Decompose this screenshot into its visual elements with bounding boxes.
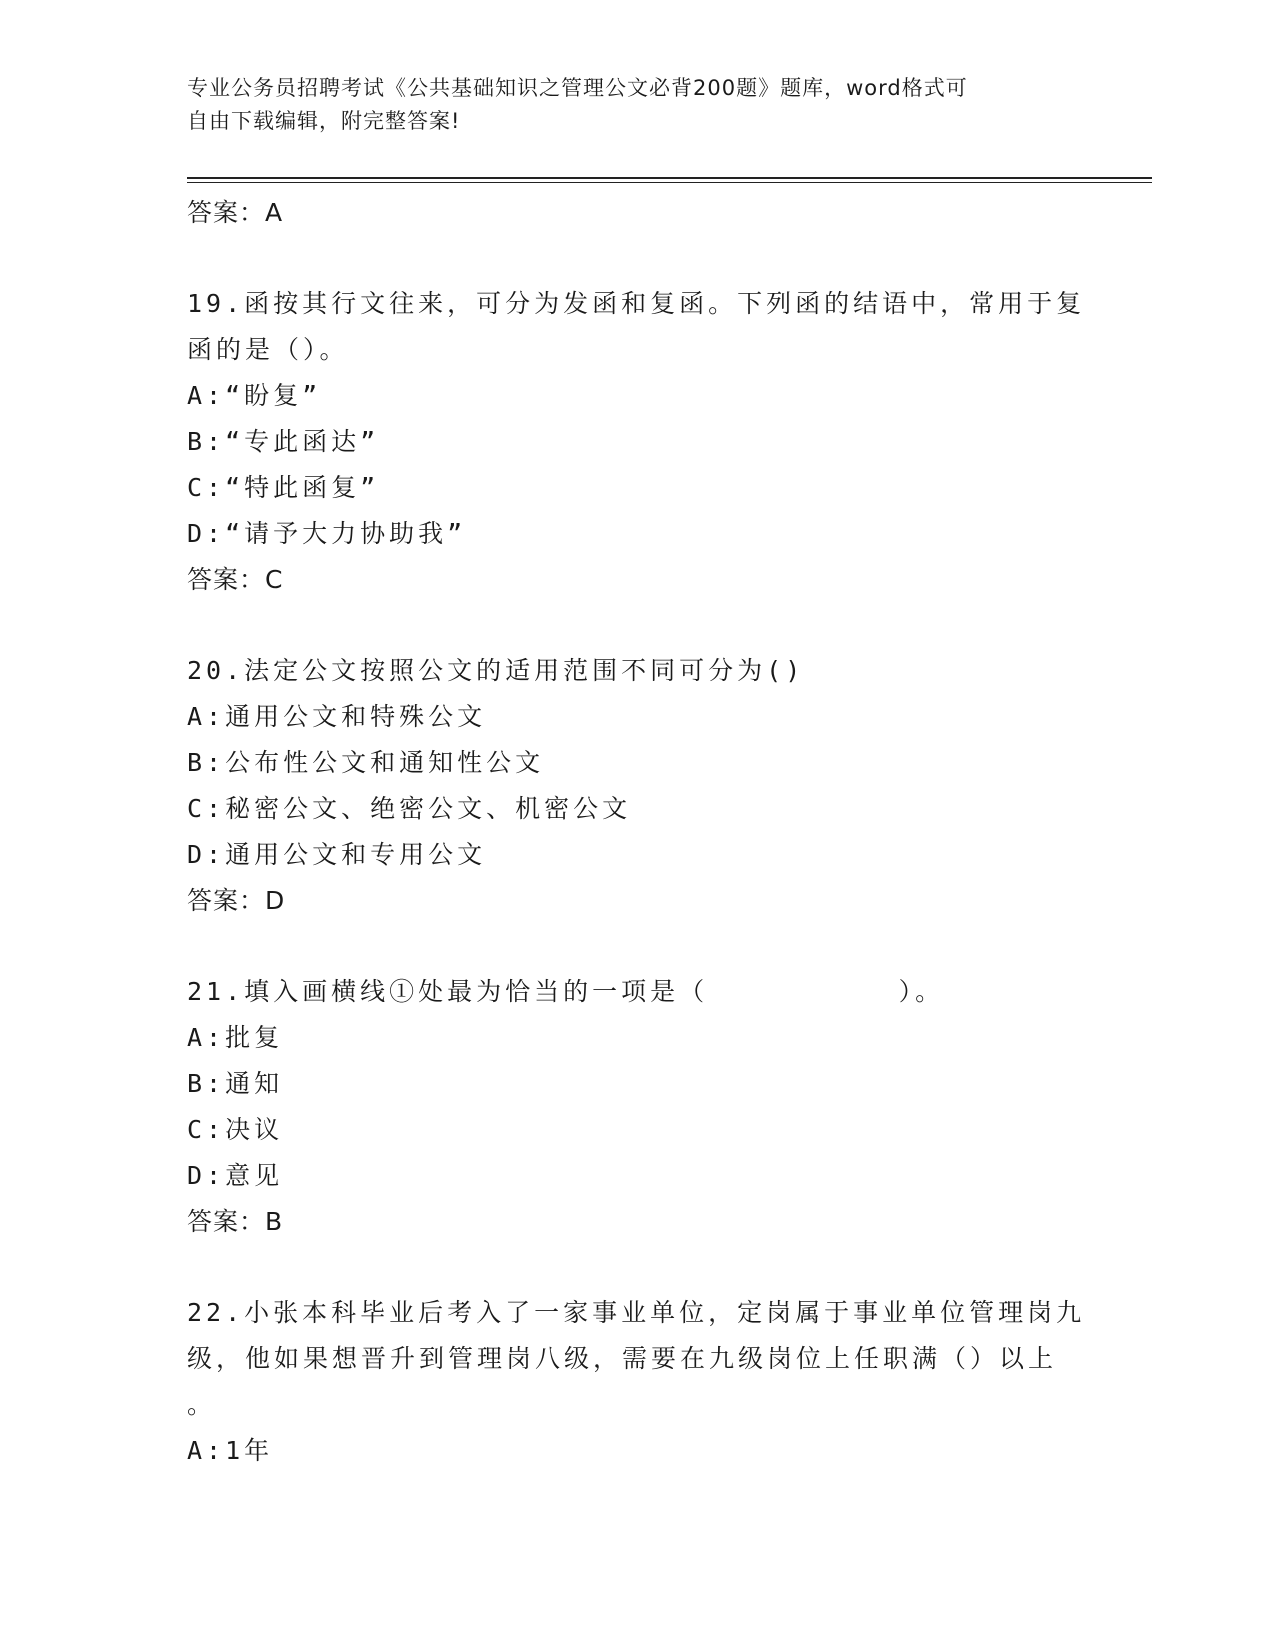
option-a: A:1年: [187, 1436, 274, 1465]
question-stem: 20.法定公文按照公文的适用范围不同可分为(): [187, 656, 805, 685]
option-c: C:秘密公文、绝密公文、机密公文: [187, 794, 632, 823]
option-d: D:通用公文和专用公文: [187, 840, 487, 869]
option-b: B:“专此函达”: [187, 427, 380, 456]
header-divider-thick: [187, 177, 1152, 179]
option-c: C:决议: [187, 1115, 284, 1144]
option-b: B:公布性公文和通知性公文: [187, 748, 545, 777]
question-stem: 19.函按其行文往来，可分为发函和复函。下列函的结语中，常用于复: [187, 289, 1086, 318]
option-c: C:“特此函复”: [187, 473, 380, 502]
answer: 答案：D: [187, 886, 286, 915]
header-divider-thin: [187, 182, 1152, 183]
question-stem: 级，他如果想晋升到管理岗八级，需要在九级岗位上任职满（）以上: [187, 1344, 1058, 1373]
spacer: [187, 603, 1087, 648]
answer-previous: 答案：A: [187, 198, 284, 227]
question-22: [187, 1290, 1087, 1474]
option-d: D:“请予大力协助我”: [187, 519, 467, 548]
option-a: A:批复: [187, 1023, 284, 1052]
question-list: [187, 190, 1087, 1474]
option-a: A:“盼复”: [187, 381, 322, 410]
question-stem: 21.填入画横线①处最为恰当的一项是（ ）。: [187, 977, 945, 1006]
option-d: D:意见: [187, 1161, 284, 1190]
spacer: [187, 924, 1087, 969]
header-line-2: 自由下载编辑，附完整答案!: [187, 109, 461, 133]
spacer: [187, 1245, 1087, 1290]
question-stem: 函的是（）。: [187, 335, 349, 364]
spacer: [187, 236, 1087, 281]
question-20: [187, 648, 1087, 924]
document-header: [187, 72, 1067, 138]
header-line-1: 专业公务员招聘考试《公共基础知识之管理公文必背200题》题库，word格式可: [187, 76, 968, 100]
answer: 答案：B: [187, 1207, 284, 1236]
option-b: B:通知: [187, 1069, 284, 1098]
answer: 答案：C: [187, 565, 284, 594]
question-stem: 22.小张本科毕业后考入了一家事业单位，定岗属于事业单位管理岗九: [187, 1298, 1086, 1327]
question-19: [187, 281, 1087, 603]
option-a: A:通用公文和特殊公文: [187, 702, 487, 731]
question-stem: 。: [187, 1390, 217, 1419]
question-21: [187, 969, 1087, 1245]
